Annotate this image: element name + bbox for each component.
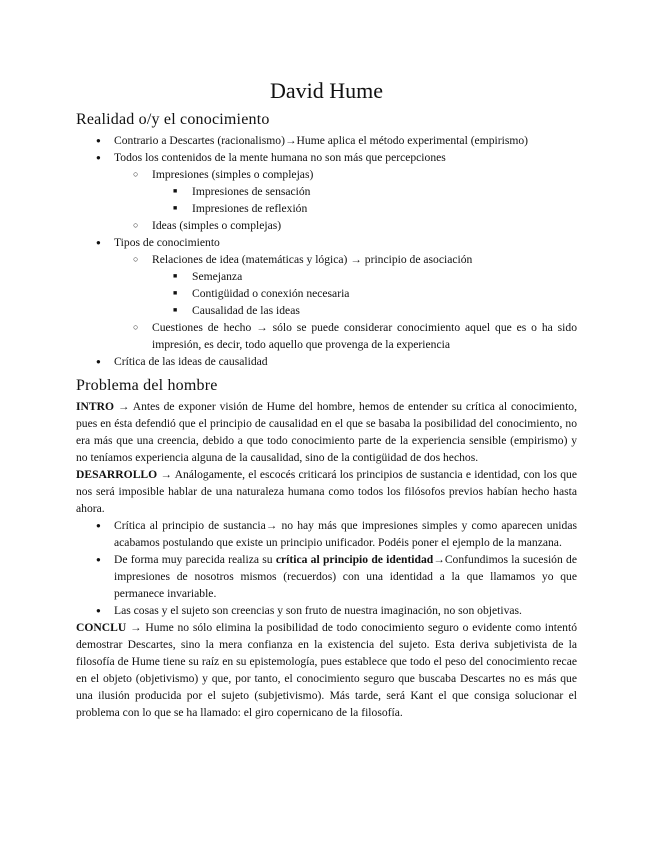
conclu-paragraph: [76, 619, 577, 721]
identidad-emphasis: crítica al principio de identidad: [275, 553, 434, 566]
list-item: ● Crítica al principio de sustancia→ no hay más que impresiones simples y como aparecen unidas acabamos postulando que existe un principio unificador. Podéis poner el ejemplo de la manzana.: [76, 517, 577, 551]
list-item: ○ Cuestiones de hecho → sólo se puede considerar conocimiento aquel que es o ha sido impresión, es decir, todo aquello que provenga de la experiencia: [76, 319, 577, 353]
desarrollo-text: → Análogamente, el escocés criticará los principios de sustancia e identidad, con los que nos será imposible hablar de una naturaleza humana como todos los filósofos previos habían hecho hasta ahora.: [76, 468, 577, 515]
list-item: ● Crítica de las ideas de causalidad: [76, 353, 577, 370]
desarrollo-label: DESARROLLO: [76, 468, 158, 481]
list-item: ○ Impresiones (simples o complejas): [76, 166, 577, 183]
intro-label: INTRO: [76, 400, 115, 413]
conclu-label: CONCLU: [76, 621, 127, 634]
intro-paragraph: [76, 398, 577, 466]
outline-list: [76, 132, 577, 166]
list-item: ■ Contigüidad o conexión necesaria: [76, 285, 577, 302]
list-item: ■ Impresiones de sensación: [76, 183, 577, 200]
list-item: ● Todos los contenidos de la mente humana no son más que percepciones: [76, 149, 577, 166]
desarrollo-paragraph: [76, 466, 577, 517]
section-heading-hombre: Problema del hombre: [76, 377, 218, 394]
list-item: ● Las cosas y el sujeto son creencias y son fruto de nuestra imaginación, no son objetivas.: [76, 602, 577, 619]
list-item: ■ Causalidad de las ideas: [76, 302, 577, 319]
list-item: ● Contrario a Descartes (racionalismo)→Hume aplica el método experimental (empirismo): [76, 132, 577, 149]
list-item: ■ Impresiones de reflexión: [76, 200, 577, 217]
desarrollo-list: [76, 517, 577, 619]
intro-text: → Antes de exponer visión de Hume del hombre, hemos de entender su crítica al conocimiento, pues en ésta defendió que el principio de causalidad en el que se basaba la posibilidad del conocimiento, no era más que una creencia, debido a que todo conocimiento parte de la experiencia sensible (empirismo) y no teníamos experiencia alguna de la causalidad, sino de la contigüidad de dos hechos.: [76, 400, 577, 464]
list-item: ● De forma muy parecida realiza su crítica al principio de identidad→Confundimos la sucesión de impresiones de nosotros mismos (recuerdos) con una identidad a la que llamamos yo que permanece invariable.: [76, 551, 577, 602]
list-item: ● Tipos de conocimiento: [76, 234, 577, 251]
page-title: David Hume: [269, 78, 384, 103]
section-heading-realidad: Realidad o/y el conocimiento: [76, 111, 270, 128]
list-item: ○ Ideas (simples o complejas): [76, 217, 577, 234]
list-item: ○ Relaciones de idea (matemáticas y lógica) → principio de asociación: [76, 251, 577, 268]
list-item: ■ Semejanza: [76, 268, 577, 285]
conclu-text: → Hume no sólo elimina la posibilidad de todo conocimiento seguro o evidente como intentó demostrar Descartes, sino la mera confianza en la existencia del sujeto. Esta deriva subjetivista de la filosofía de Hume tiene su raíz en su epistemología, pues establece que todo el peso del conocimiento recae en el objeto (objetivismo) y que, por tanto, el conocimiento seguro que buscaba Descartes no es más que una ilusión producida por el sujeto (subjetivismo). Más tarde, será Kant el que consiga solucionar el problema con lo que se ha llamado: el giro copernicano de la filosofía.: [76, 621, 577, 719]
